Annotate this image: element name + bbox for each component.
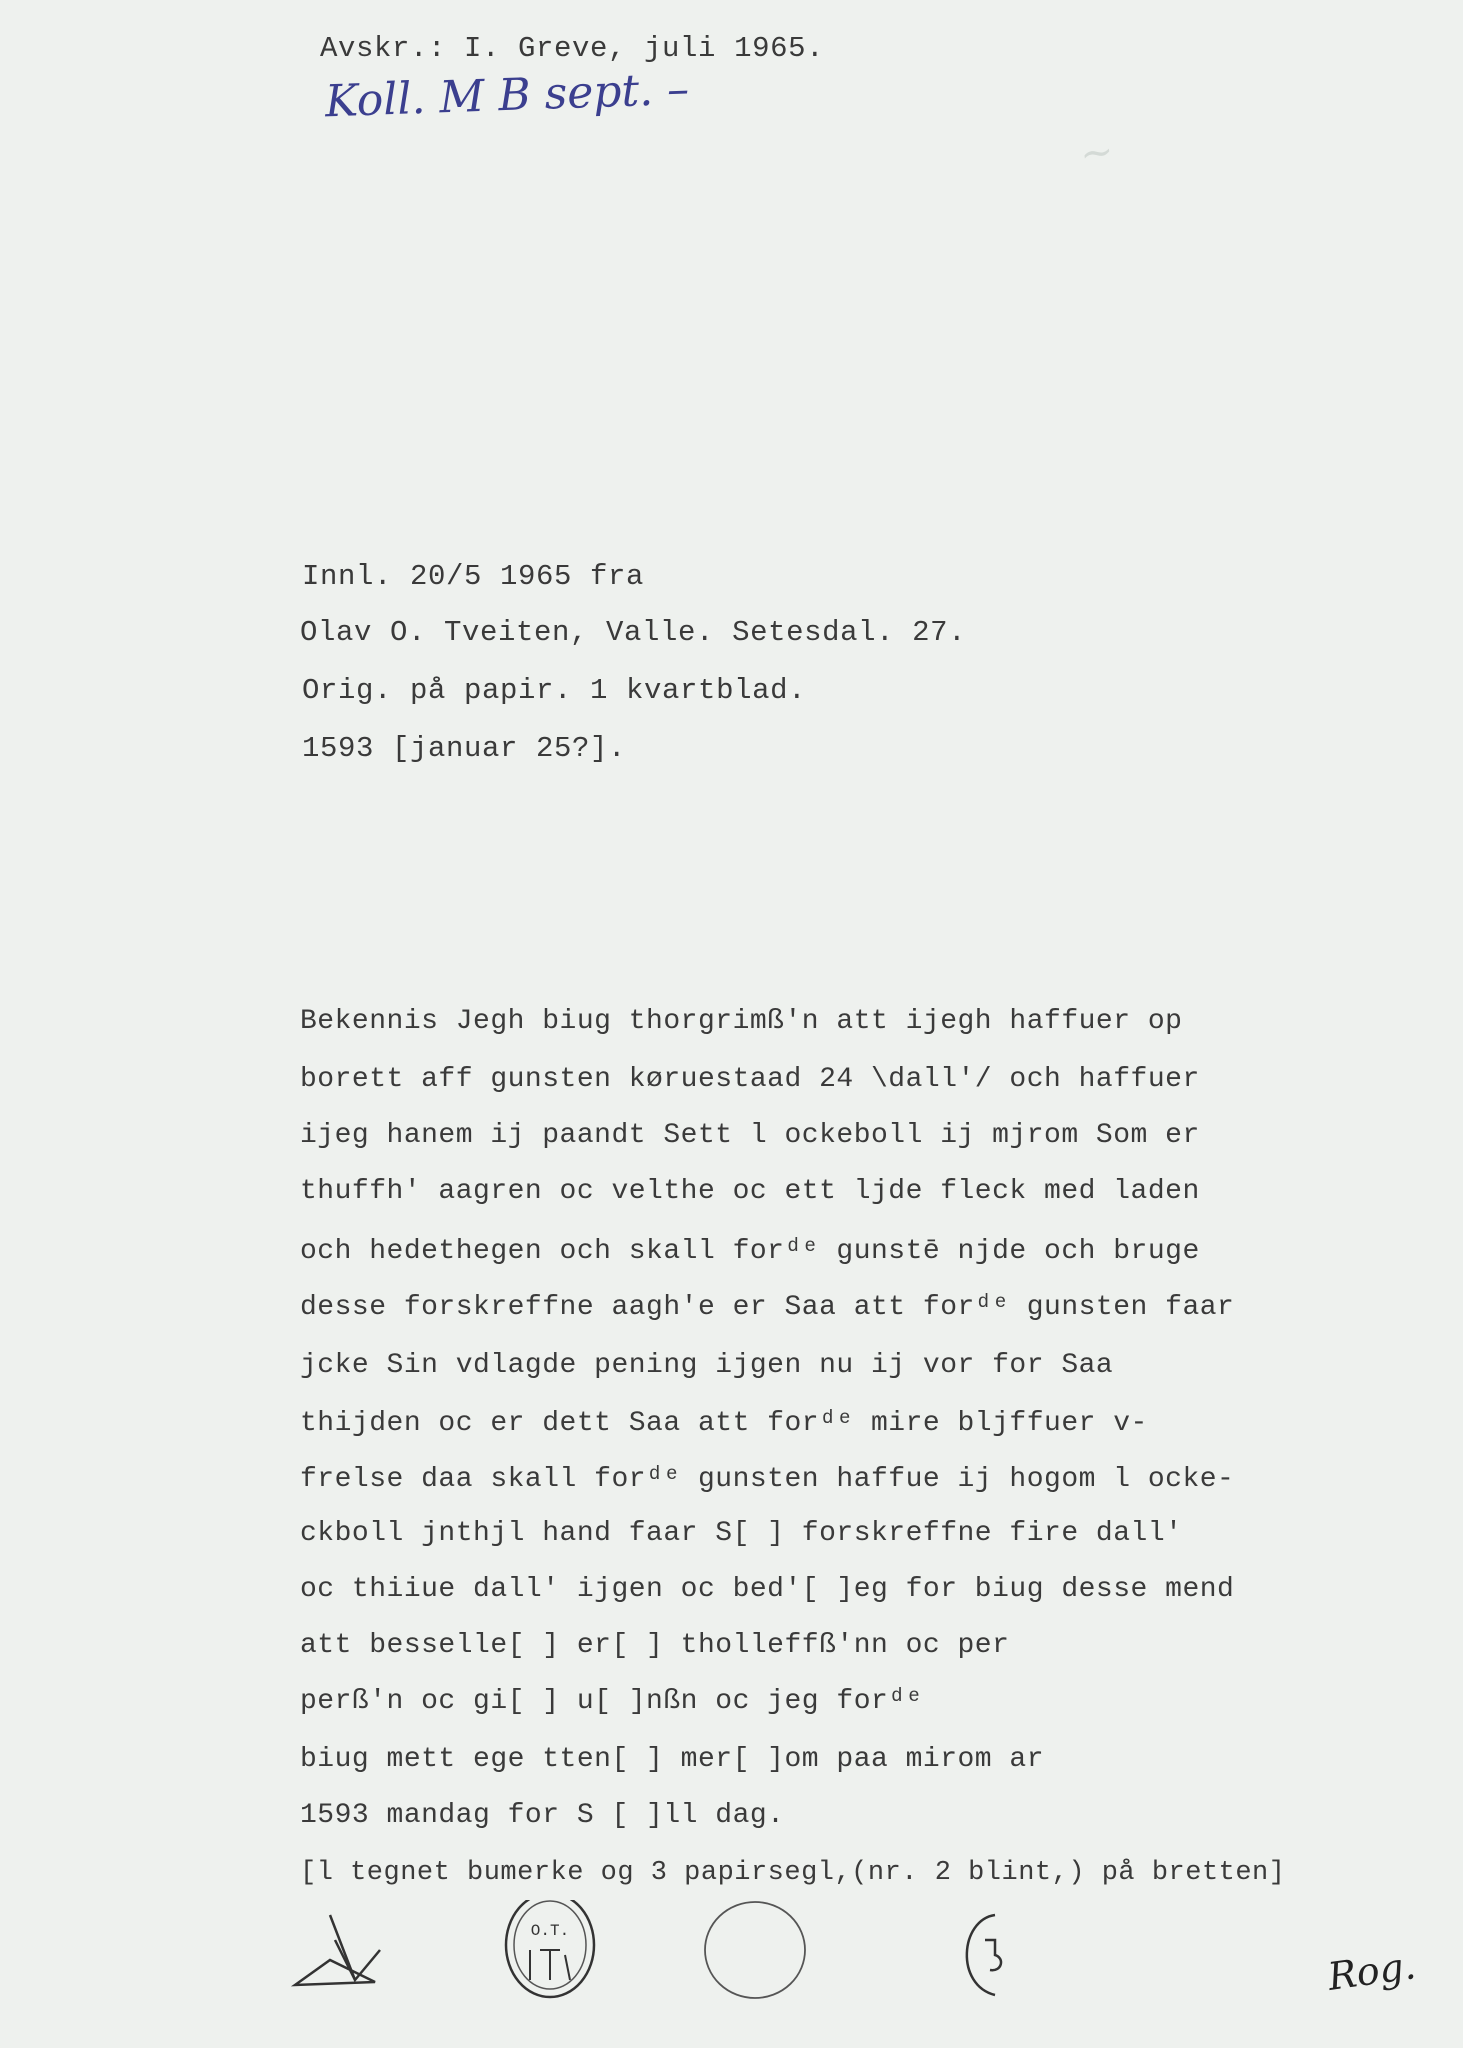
text-line: desse forskreffne aagh'e er Saa att forᵈᵉ gunsten faar bbox=[300, 1292, 1235, 1323]
text-line: borett aff gunsten køruestaad 24 \dall'/ och haffuer bbox=[300, 1064, 1200, 1095]
text-line: thuffh' aagren oc velthe oc ett ljde fleck med laden bbox=[300, 1176, 1200, 1207]
received-line: Innl. 20/5 1965 fra bbox=[302, 560, 645, 593]
bleed-through-text: ~ bbox=[1076, 127, 1117, 179]
text-line: thijden oc er dett Saa att forᵈᵉ mire bljffuer v- bbox=[300, 1408, 1148, 1439]
text-line: 1593 mandag for S [ ]ll dag. bbox=[300, 1800, 785, 1831]
house-mark-icon bbox=[295, 1915, 380, 1985]
seal-drawings bbox=[0, 1900, 1463, 2020]
seal-one-icon bbox=[506, 1900, 594, 1997]
seal-three-icon bbox=[967, 1915, 1001, 1995]
text-line: Bekennis Jegh biug thorgrimß'n att ijegh haffuer op bbox=[300, 1006, 1183, 1037]
text-line: oc thiiue dall' ijgen oc bed'[ ]eg for biug desse mend bbox=[300, 1574, 1235, 1605]
text-line: ijeg hanem ij paandt Sett l ockeboll ij mjrom Som er bbox=[300, 1120, 1200, 1151]
text-line: att besselle[ ] er[ ] tholleffß'nn oc per bbox=[300, 1630, 1010, 1661]
text-line: frelse daa skall forᵈᵉ gunsten haffue ij hogom l ocke- bbox=[300, 1464, 1235, 1495]
transcriber-line: Avskr.: I. Greve, juli 1965. bbox=[320, 32, 825, 65]
text-line: och hedethegen och skall forᵈᵉ gunstē njde och bruge bbox=[300, 1236, 1200, 1267]
text-line: biug mett ege tten[ ] mer[ ]om paa mirom ar bbox=[300, 1744, 1045, 1775]
page-signature: Rog. bbox=[1325, 1943, 1419, 1999]
source-line: Olav O. Tveiten, Valle. Setesdal. 27. bbox=[300, 616, 967, 649]
text-line: perß'n oc gi[ ] u[ ]nßn oc jeg forᵈᵉ bbox=[300, 1686, 923, 1717]
original-line: Orig. på papir. 1 kvartblad. bbox=[302, 674, 807, 707]
text-line: [l tegnet bumerke og 3 papirsegl,(nr. 2 blint,) på bretten] bbox=[300, 1858, 1286, 1888]
seal-one-letters: O.T. bbox=[530, 1922, 570, 1940]
seal-two-blind-icon bbox=[705, 1902, 805, 1998]
text-line: ckboll jnthjl hand faar S[ ] forskreffne fire dall' bbox=[300, 1518, 1183, 1549]
text-line: jcke Sin vdlagde pening ijgen nu ij vor for Saa bbox=[300, 1350, 1114, 1381]
date-line: 1593 [januar 25?]. bbox=[302, 732, 627, 765]
handwritten-check-note: Koll. M B sept. – bbox=[324, 63, 690, 128]
